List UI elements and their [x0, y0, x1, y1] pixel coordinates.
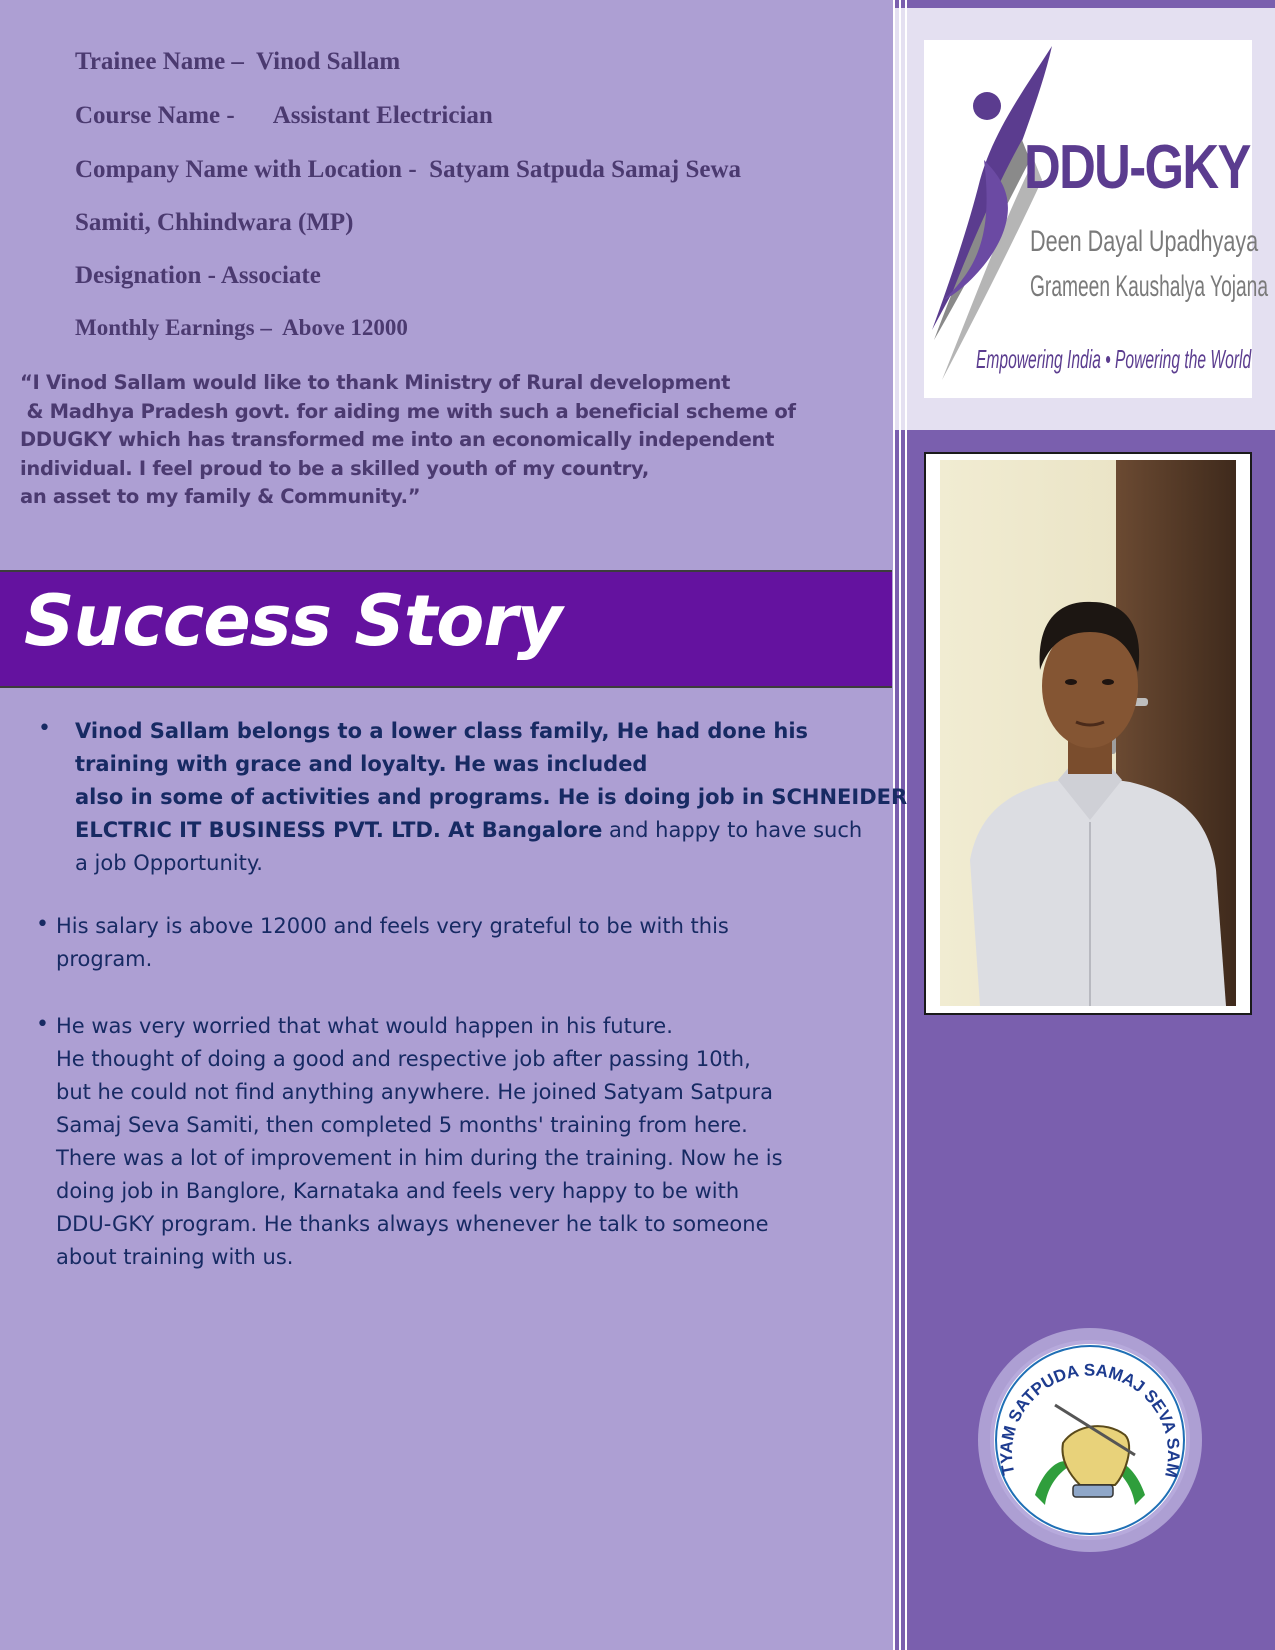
ddu-gky-logo: [924, 40, 1269, 398]
earnings-label: Monthly Earnings –: [75, 315, 272, 340]
company-name-bold: ELCTRIC IT BUSINESS PVT. LTD. At Bangalore: [75, 818, 603, 842]
quote-line: individual. I feel proud to be a skilled youth of my country,: [20, 456, 649, 480]
story-line: He was very worried that what would happen in his future.: [56, 1014, 673, 1038]
trainee-name-row: [75, 48, 400, 76]
course-name-label: Course Name -: [75, 102, 235, 129]
story-bullet-2: [56, 910, 729, 976]
course-name-value: Assistant Electrician: [272, 102, 493, 129]
company-row-continued: [75, 209, 353, 237]
story-line-mixed: [75, 814, 907, 847]
story-line: His salary is above 12000 and feels very grateful to be with this: [56, 914, 729, 938]
story-line: about training with us.: [56, 1245, 294, 1269]
earnings-row: [75, 315, 408, 341]
quote-line: & Madhya Pradesh govt. for aiding me with such a beneficial scheme of: [20, 399, 796, 423]
story-line: Samaj Seva Samiti, then completed 5 months' training from here.: [56, 1113, 748, 1137]
quote-line: “I Vinod Sallam would like to thank Ministry of Rural development: [20, 371, 731, 394]
designation: Designation - Associate: [75, 262, 321, 289]
story-bullet-1: [75, 715, 907, 880]
story-line: doing job in Banglore, Karnataka and feels very happy to be with: [56, 1179, 740, 1203]
story-line-rest: and happy to have such: [602, 818, 863, 842]
story-bullet-3: [56, 1010, 783, 1274]
story-line: a job Opportunity.: [75, 851, 263, 875]
success-story-banner: [0, 570, 892, 688]
designation-row: [75, 262, 321, 290]
story-line: also in some of activities and programs. He is doing job in SCHNEIDER: [75, 785, 908, 809]
samiti-seal-logo: [975, 1325, 1205, 1555]
banner-title: Success Story: [24, 580, 562, 662]
company-label: Company Name with Location -: [75, 156, 417, 183]
logo-title: DDU-GKY: [1024, 133, 1250, 202]
story-line: He thought of doing a good and respective job after passing 10th,: [56, 1047, 751, 1071]
story-line: but he could not find anything anywhere. He joined Satyam Satpura: [56, 1080, 773, 1104]
company-value-continued: Samiti, Chhindwara (MP): [75, 209, 354, 236]
bullet-dot: •: [36, 912, 49, 937]
testimonial-quote: [20, 369, 860, 512]
quote-line: an asset to my family & Community.”: [20, 485, 421, 508]
trainee-name-value: Vinod Sallam: [256, 48, 401, 75]
seal-text: TYAM SATPUDA SAMAJ SEVA SAM: [996, 1360, 1184, 1480]
quote-line: DDUGKY which has transformed me into an economically independent: [20, 428, 775, 451]
earnings-value: Above 12000: [282, 315, 408, 340]
story-line: training with grace and loyalty. He was included: [75, 752, 648, 776]
story-line: program.: [56, 947, 153, 971]
logo-line-2: Grameen Kaushalya Yojana: [1030, 270, 1269, 303]
logo-line-1: Deen Dayal Upadhyaya: [1030, 225, 1259, 258]
bullet-dot: •: [38, 716, 51, 741]
company-row: [75, 156, 741, 184]
story-line: DDU-GKY program. He thanks always whenever he talk to someone: [56, 1212, 769, 1236]
trainee-name-label: Trainee Name –: [75, 48, 244, 75]
bullet-dot: •: [36, 1012, 49, 1037]
story-line: Vinod Sallam belongs to a lower class family, He had done his: [75, 719, 809, 743]
story-line: There was a lot of improvement in him during the training. Now he is: [56, 1146, 783, 1170]
company-value: Satyam Satpuda Samaj Sewa: [429, 156, 742, 183]
course-name-row: [75, 102, 493, 130]
trainee-photo: [940, 460, 1236, 1006]
logo-tagline: Empowering India • Powering the World: [976, 344, 1252, 374]
